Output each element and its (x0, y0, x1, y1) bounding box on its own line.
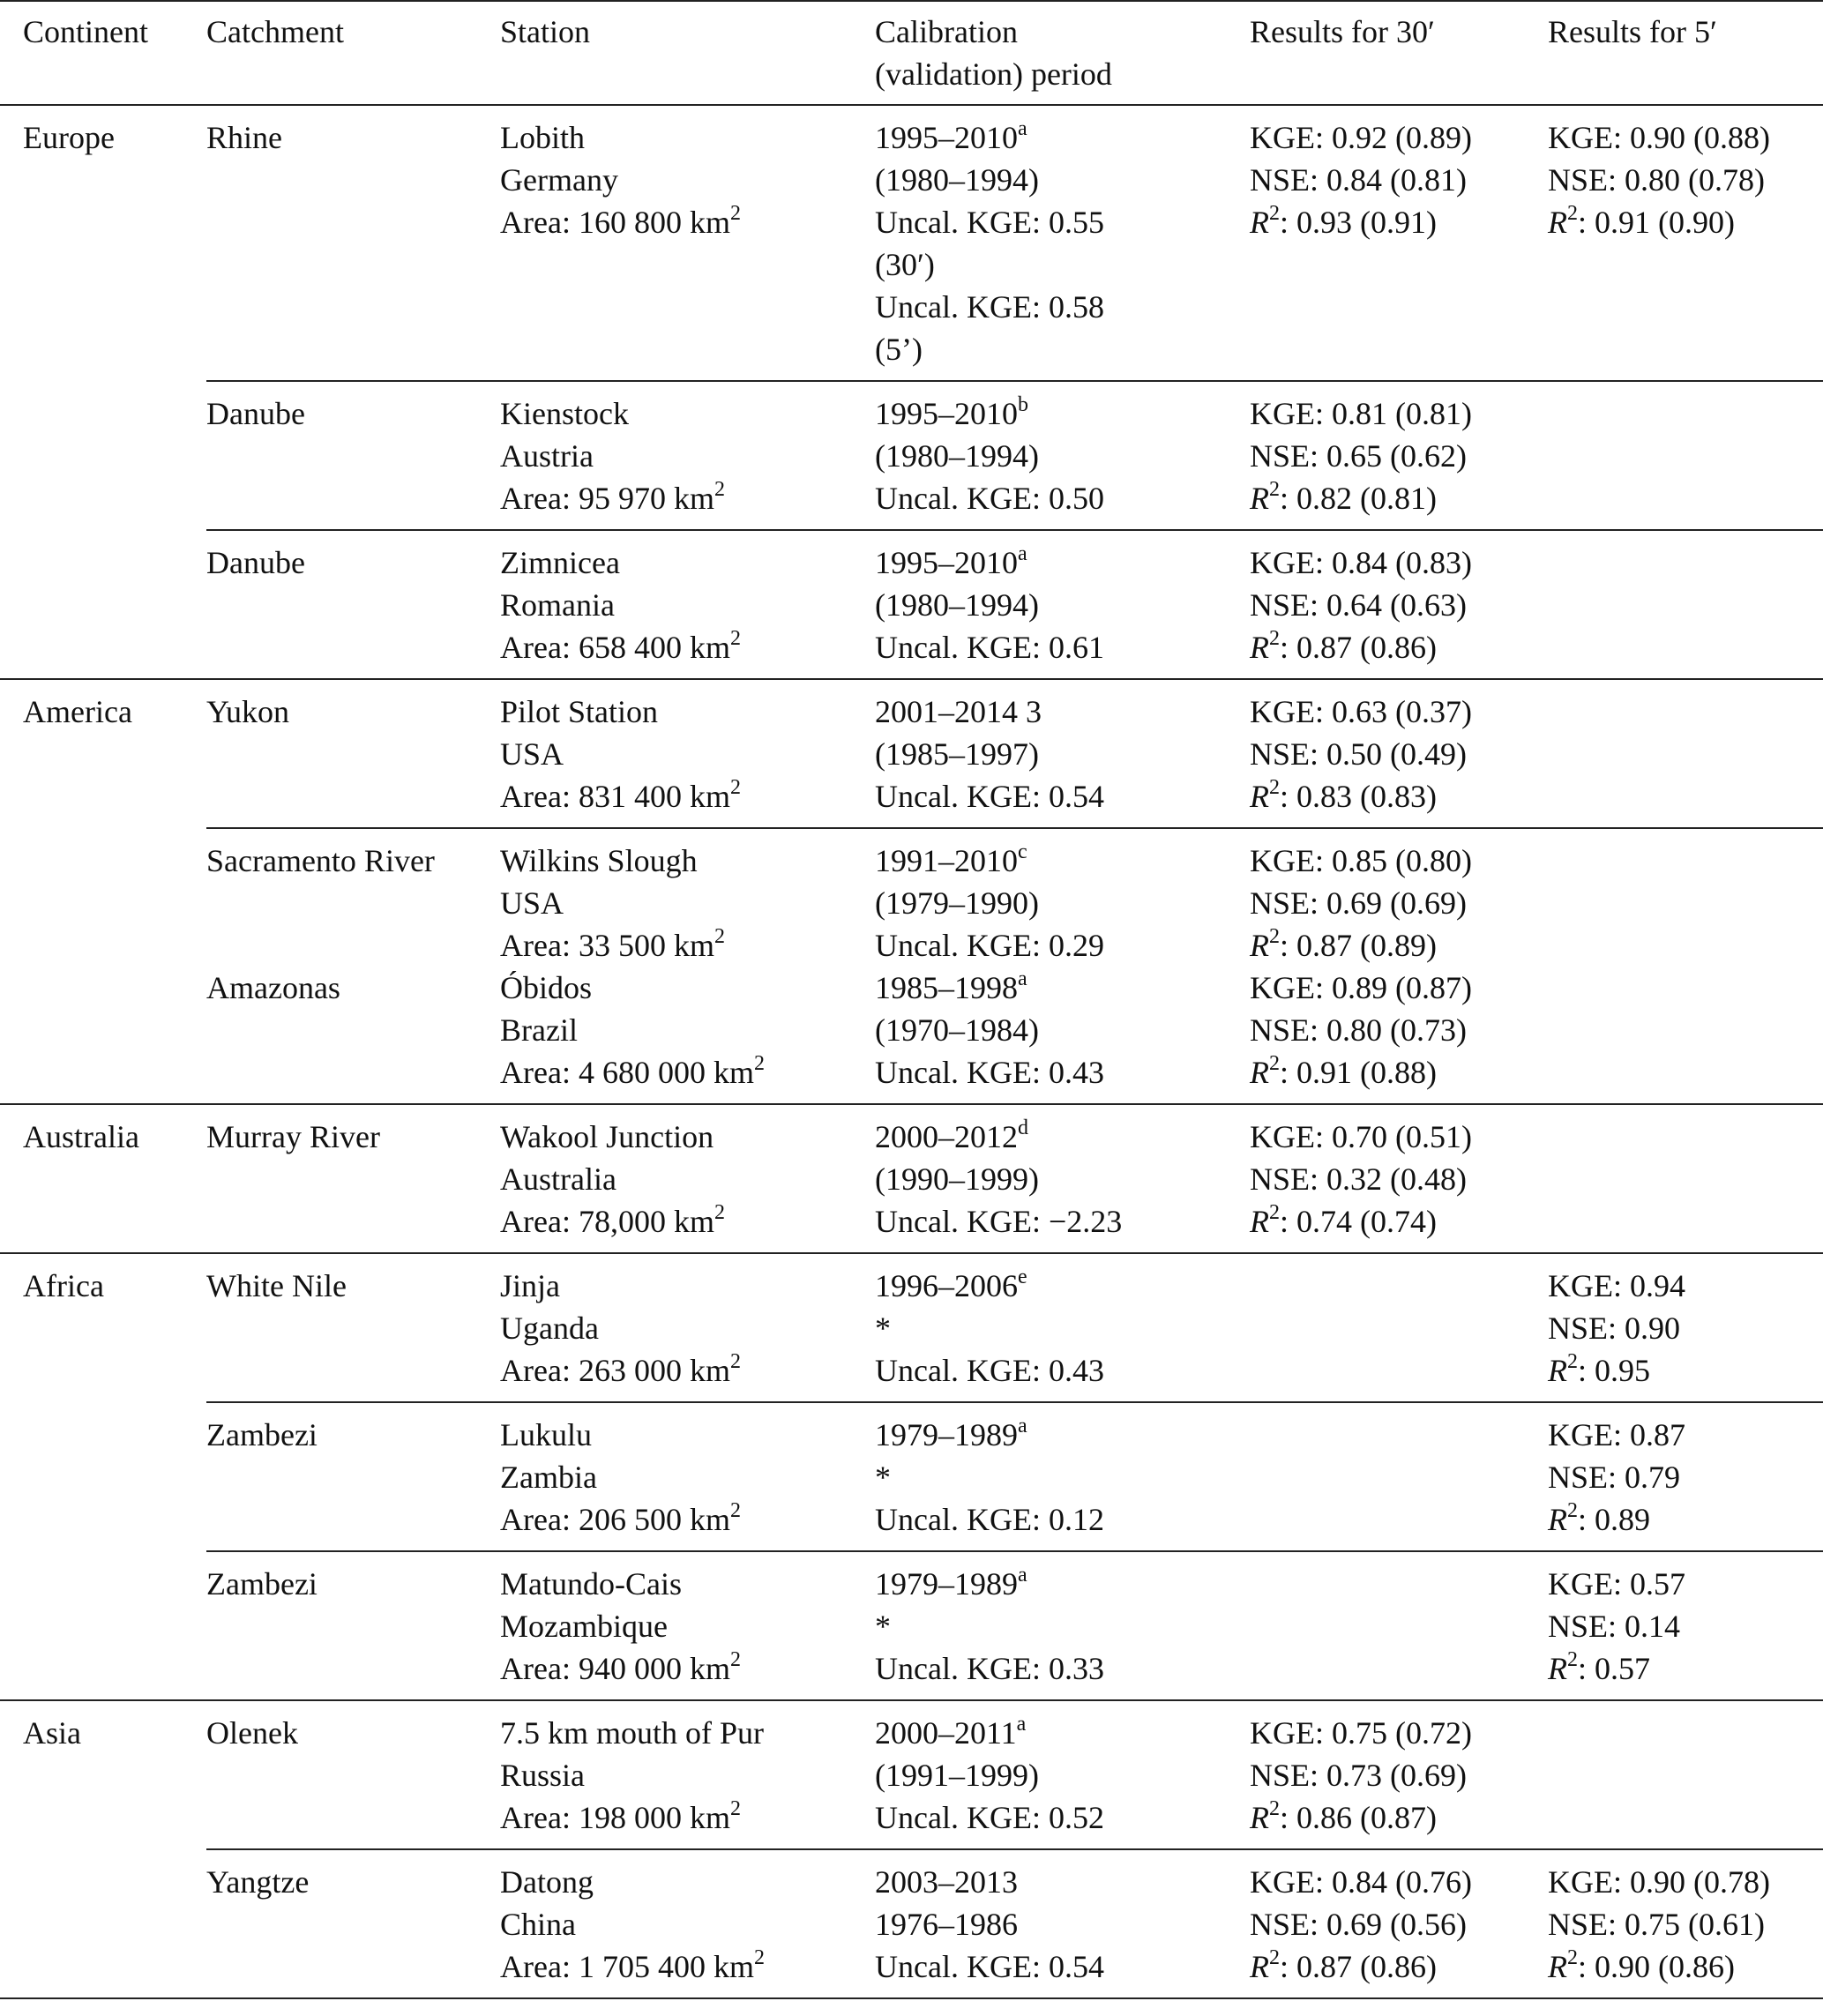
results-5-cell (1548, 105, 1823, 381)
nse-value: NSE: 0.14 (1548, 1609, 1681, 1644)
station-area: Area: 1 705 400 $km^2$ (500, 1946, 765, 1984)
results-5-cell (1548, 679, 1823, 828)
results-5-cell (1548, 1402, 1823, 1551)
calibration-period: 1991–2010$^c$ (875, 840, 1027, 878)
r2-value: $R^2$: 0.91 (0.88) (1250, 1052, 1437, 1090)
continent-cell (0, 530, 206, 679)
col-header-continent: Continent (23, 14, 148, 49)
r2-value: $R^2$: 0.86 (0.87) (1250, 1797, 1437, 1835)
station-area: Area: 33 500 $km^2$ (500, 925, 725, 963)
kge-value: KGE: 0.89 (0.87) (1250, 970, 1472, 1005)
continent-cell (0, 1849, 206, 1998)
catchment-cell: Danube (206, 381, 500, 530)
station-area: Area: 95 970 $km^2$ (500, 478, 725, 516)
catchment-name: Amazonas (206, 970, 340, 1005)
station-country: Romania (500, 587, 615, 623)
catchment-cell: Yangtze (206, 1849, 500, 1998)
station-name: Datong (500, 1864, 594, 1900)
period-cell (875, 105, 1250, 381)
uncalibrated-kge: Uncal. KGE: 0.33 (875, 1651, 1104, 1686)
period-header-line1: Calibration (875, 14, 1018, 49)
station-name: Óbidos (500, 970, 593, 1005)
station-cell (500, 1849, 875, 1998)
results-5-cell (1548, 828, 1823, 1104)
results-30-cell (1250, 1253, 1548, 1402)
station-name: Lukulu (500, 1417, 592, 1452)
period-cell (875, 1402, 1250, 1551)
table-row (0, 1104, 1823, 1253)
results-5-cell (1548, 530, 1823, 679)
station-country: USA (500, 885, 564, 921)
station-country: Zambia (500, 1460, 597, 1495)
uncalibrated-kge-note: (30′) (875, 247, 935, 282)
col-header-results-30: Results for 30′ (1250, 14, 1435, 49)
nse-value: NSE: 0.65 (0.62) (1250, 438, 1467, 474)
calibration-period: 2003–2013 (875, 1864, 1018, 1900)
validation-period: (1980–1994) (875, 587, 1039, 623)
kge-value: KGE: 0.85 (0.80) (1250, 843, 1472, 878)
nse-value: NSE: 0.80 (0.73) (1250, 1012, 1467, 1048)
station-cell (500, 1700, 875, 1849)
r2-value: $R^2$: 0.89 (1548, 1499, 1651, 1537)
table-row (0, 828, 1823, 1104)
footnote-mark: a (1018, 117, 1027, 140)
results-30-cell (1250, 530, 1548, 679)
kge-value: KGE: 0.63 (0.37) (1250, 694, 1472, 729)
results-30-cell (1250, 1849, 1548, 1998)
uncalibrated-kge: Uncal. KGE: 0.54 (875, 779, 1104, 814)
station-area: Area: 831 400 $km^2$ (500, 776, 741, 814)
nse-value: NSE: 0.75 (0.61) (1548, 1907, 1765, 1942)
station-cell (500, 1104, 875, 1253)
continent-cell: Africa (0, 1253, 206, 1402)
results-30-cell (1250, 1402, 1548, 1551)
station-country: Brazil (500, 1012, 578, 1048)
results-5-cell (1548, 1253, 1823, 1402)
station-name: Zimnicea (500, 545, 620, 580)
continent-cell: Europe (0, 105, 206, 381)
uncalibrated-kge: Uncal. KGE: −2.23 (875, 1204, 1123, 1239)
station-country: USA (500, 736, 564, 772)
station-cell (500, 828, 875, 1104)
station-name: Jinja (500, 1268, 560, 1303)
station-country: Australia (500, 1161, 616, 1197)
calibration-period: 1996–2006e (875, 1266, 1027, 1303)
period-header-line2: (validation) period (875, 56, 1112, 92)
footnote-mark: b (1018, 393, 1028, 416)
catchment-cell: Danube (206, 530, 500, 679)
station-country: Austria (500, 438, 594, 474)
kge-value: KGE: 0.70 (0.51) (1250, 1119, 1472, 1154)
station-country: Mozambique (500, 1609, 668, 1644)
validation-period: (1980–1994) (875, 162, 1039, 198)
station-area: Area: 658 400 $km^2$ (500, 627, 741, 665)
period-cell (875, 1849, 1250, 1998)
validation-period: * (875, 1460, 891, 1495)
r2-value: $R^2$: 0.87 (0.89) (1250, 925, 1437, 963)
station-area: Area: 198 000 $km^2$ (500, 1797, 741, 1835)
uncalibrated-kge: Uncal. KGE: 0.29 (875, 928, 1104, 963)
uncalibrated-kge: Uncal. KGE: 0.54 (875, 1949, 1104, 1984)
catchment-name: Sacramento River (206, 843, 435, 878)
catchment-cell: Olenek (206, 1700, 500, 1849)
station-name: Wilkins Slough (500, 843, 698, 878)
footnote-mark: d (1018, 1116, 1028, 1139)
station-cell (500, 1551, 875, 1700)
table-row (0, 105, 1823, 381)
col-header-catchment: Catchment (206, 14, 344, 49)
calibration-period: 2001–2014 3 (875, 694, 1042, 729)
r2-value: $R^2$: 0.93 (0.91) (1250, 202, 1437, 240)
results-5-cell (1548, 1551, 1823, 1700)
kge-value: KGE: 0.92 (0.89) (1250, 120, 1472, 155)
station-country: Russia (500, 1758, 586, 1793)
continent-cell (0, 1402, 206, 1551)
continent-cell (0, 1551, 206, 1700)
validation-period: (1990–1999) (875, 1161, 1039, 1197)
station-country: Germany (500, 162, 618, 198)
catchment-cell: Zambezi (206, 1551, 500, 1700)
station-area: Area: 78,000 $km^2$ (500, 1201, 725, 1239)
col-header-results-5: Results for 5′ (1548, 14, 1717, 49)
uncalibrated-kge: Uncal. KGE: 0.61 (875, 630, 1104, 665)
continent-cell (0, 381, 206, 530)
uncalibrated-kge: Uncal. KGE: 0.43 (875, 1055, 1104, 1090)
footnote-mark: a (1018, 1415, 1027, 1437)
station-country: Uganda (500, 1310, 599, 1346)
station-cell (500, 381, 875, 530)
nse-value: NSE: 0.64 (0.63) (1250, 587, 1467, 623)
calibration-period: 1995–2010$^a$ (875, 117, 1027, 155)
period-cell (875, 828, 1250, 1104)
station-country: China (500, 1907, 576, 1942)
uncalibrated-kge: Uncal. KGE: 0.12 (875, 1502, 1104, 1537)
continent-cell (0, 828, 206, 1104)
r2-value: $R^2$: 0.83 (0.83) (1250, 776, 1437, 814)
results-5-cell (1548, 1700, 1823, 1849)
footnote-mark: a (1018, 1564, 1027, 1587)
calibration-period: 2000–2012$^d$ (875, 1116, 1028, 1154)
results-30-cell (1250, 105, 1548, 381)
station-name: Kienstock (500, 396, 629, 431)
kge-value: KGE: 0.90 (0.88) (1548, 120, 1770, 155)
r2-value: $R^2$: 0.74 (0.74) (1250, 1201, 1437, 1239)
col-header-period (875, 1, 1250, 105)
catchment-cell: Yukon (206, 679, 500, 828)
kge-value: KGE: 0.87 (1548, 1417, 1685, 1452)
validation-period: * (875, 1310, 891, 1346)
station-cell (500, 1402, 875, 1551)
calibration-period: 1995–2010$^b$ (875, 393, 1028, 431)
col-header-station: Station (500, 14, 591, 49)
r2-value: $R^2$: 0.91 (0.90) (1548, 202, 1735, 240)
footnote-mark: e (1018, 1266, 1027, 1288)
table-row (0, 1551, 1823, 1700)
footnote-mark: c (1018, 840, 1027, 863)
nse-value: NSE: 0.79 (1548, 1460, 1681, 1495)
calibration-period: 2000–2011$^a$ (875, 1713, 1027, 1751)
nse-value: NSE: 0.69 (0.69) (1250, 885, 1467, 921)
r2-value: $R^2$: 0.90 (0.86) (1548, 1946, 1735, 1984)
station-name: Wakool Junction (500, 1119, 714, 1154)
period-cell (875, 679, 1250, 828)
nse-value: NSE: 0.80 (0.78) (1548, 162, 1765, 198)
validation-period: * (875, 1609, 891, 1644)
nse-value: NSE: 0.50 (0.49) (1250, 736, 1467, 772)
nse-value: NSE: 0.90 (1548, 1310, 1681, 1346)
validation-period: (1979–1990) (875, 885, 1039, 921)
uncalibrated-kge: Uncal. KGE: 0.43 (875, 1353, 1104, 1388)
results-5-cell (1548, 1849, 1823, 1998)
station-name: Matundo-Cais (500, 1566, 682, 1602)
uncalibrated-kge: Uncal. KGE: 0.52 (875, 1800, 1104, 1835)
table-row (0, 1253, 1823, 1402)
results-30-cell (1250, 1551, 1548, 1700)
catchment-cell (206, 828, 500, 1104)
table-row (0, 1849, 1823, 1998)
continent-cell: America (0, 679, 206, 828)
station-name: 7.5 km mouth of Pur (500, 1715, 765, 1751)
footnote-mark: a (1018, 967, 1027, 990)
station-cell (500, 679, 875, 828)
period-cell (875, 1700, 1250, 1849)
catchment-cell: Rhine (206, 105, 500, 381)
station-cell (500, 530, 875, 679)
uncalibrated-kge: Uncal. KGE: 0.50 (875, 481, 1104, 516)
kge-value: KGE: 0.84 (0.76) (1250, 1864, 1472, 1900)
results-30-cell (1250, 381, 1548, 530)
station-area: Area: 4 680 000 $km^2$ (500, 1052, 765, 1090)
footnote-mark: a (1016, 1713, 1027, 1736)
r2-value: $R^2$: 0.82 (0.81) (1250, 478, 1437, 516)
calibration-period: 1995–2010$^a$ (875, 542, 1027, 580)
r2-value: $R^2$: 0.87 (0.86) (1250, 627, 1437, 665)
r2-value: $R^2$: 0.57 (1548, 1648, 1651, 1686)
kge-value: KGE: 0.81 (0.81) (1250, 396, 1472, 431)
kge-value: KGE: 0.84 (0.83) (1250, 545, 1472, 580)
kge-value: KGE: 0.90 (0.78) (1548, 1864, 1770, 1900)
nse-value: NSE: 0.69 (0.56) (1250, 1907, 1467, 1942)
continent-cell: Asia (0, 1700, 206, 1849)
validation-period: (1985–1997) (875, 736, 1039, 772)
validation-period: (1980–1994) (875, 438, 1039, 474)
station-area: Area: 940 000 $km^2$ (500, 1648, 741, 1686)
station-area: Area: 263 000 $km^2$ (500, 1350, 741, 1388)
kge-value: KGE: 0.57 (1548, 1566, 1685, 1602)
validation-period: (1970–1984) (875, 1012, 1039, 1048)
results-30-cell (1250, 828, 1548, 1104)
station-area: Area: 160 800 $km^2$ (500, 202, 741, 240)
uncalibrated-kge-note: (5’) (875, 332, 923, 367)
table-row (0, 1700, 1823, 1849)
station-name: Pilot Station (500, 694, 659, 729)
station-cell (500, 1253, 875, 1402)
validation-period: 1976–1986 (875, 1907, 1018, 1942)
catchment-cell: White Nile (206, 1253, 500, 1402)
nse-value: NSE: 0.73 (0.69) (1250, 1758, 1467, 1793)
period-cell (875, 1253, 1250, 1402)
results-5-cell (1548, 381, 1823, 530)
table-row (0, 381, 1823, 530)
calibration-period: 1979–1989$^a$ (875, 1564, 1027, 1602)
calibration-period: 1979–1989$^a$ (875, 1415, 1027, 1452)
results-30-cell (1250, 1104, 1548, 1253)
continent-cell: Australia (0, 1104, 206, 1253)
station-area: Area: 206 500 $km^2$ (500, 1499, 741, 1537)
period-cell (875, 530, 1250, 679)
r2-value: $R^2$: 0.87 (0.86) (1250, 1946, 1437, 1984)
catchment-cell: Zambezi (206, 1402, 500, 1551)
nse-value: NSE: 0.32 (0.48) (1250, 1161, 1467, 1197)
uncalibrated-kge: Uncal. KGE: 0.55 (875, 205, 1104, 240)
header-row (0, 1, 1823, 105)
footnote-mark: a (1018, 542, 1027, 565)
station-name: Lobith (500, 120, 585, 155)
kge-value: KGE: 0.75 (0.72) (1250, 1715, 1472, 1751)
station-cell (500, 105, 875, 381)
results-5-cell (1548, 1104, 1823, 1253)
table-row (0, 679, 1823, 828)
catchment-cell: Murray River (206, 1104, 500, 1253)
calibration-period: 1985–1998$^a$ (875, 967, 1027, 1005)
nse-value: NSE: 0.84 (0.81) (1250, 162, 1467, 198)
results-30-cell (1250, 1700, 1548, 1849)
period-cell (875, 381, 1250, 530)
results-30-cell (1250, 679, 1548, 828)
validation-period: (1991–1999) (875, 1758, 1039, 1793)
uncalibrated-kge: Uncal. KGE: 0.58 (875, 289, 1104, 325)
period-cell (875, 1551, 1250, 1700)
table-row (0, 530, 1823, 679)
table-row (0, 1402, 1823, 1551)
period-cell (875, 1104, 1250, 1253)
r2-value: $R^2$: 0.95 (1548, 1350, 1651, 1388)
kge-value: KGE: 0.94 (1548, 1268, 1685, 1303)
